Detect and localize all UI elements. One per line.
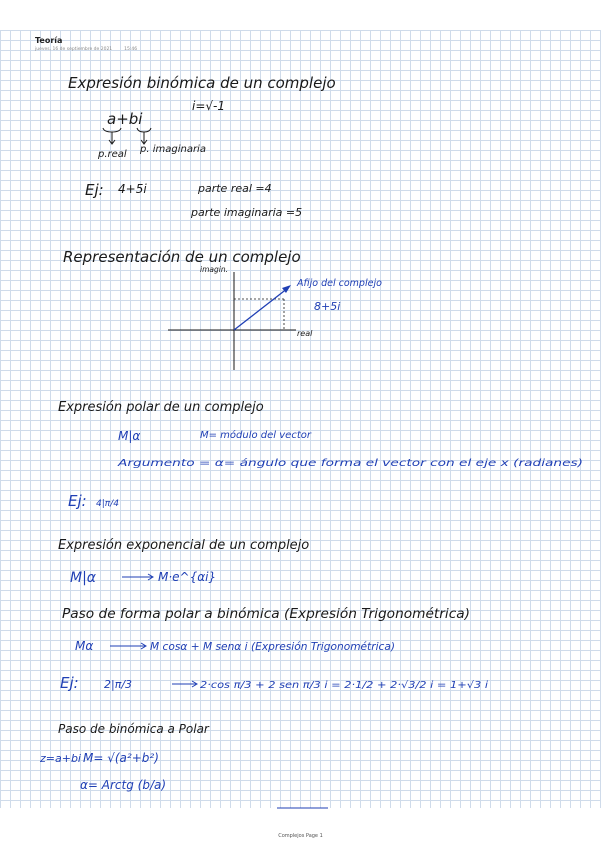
section-binomial-to-polar-title: Paso de binómica a Polar [58, 722, 209, 736]
exponential-arrow [122, 574, 153, 580]
binomial-form: a+bi [107, 110, 143, 128]
section-polar-to-binomial-title: Paso de forma polar a binómica (Expresión Trigonométrica) [62, 607, 470, 622]
imaginary-axis-label: imagin. [200, 265, 228, 274]
afijo-value: 8+5i [314, 300, 341, 313]
example1-imag-part: parte imaginaria =5 [191, 206, 303, 219]
section-polar-title: Expresión polar de un complejo [58, 400, 264, 415]
imaginary-unit-definition: i=√-1 [192, 99, 225, 113]
example3-left: 2|π/3 [104, 678, 133, 691]
section-exponential-title: Expresión exponencial de un complejo [58, 538, 310, 553]
modulus-definition: M= módulo del vector [200, 430, 311, 441]
real-part-label: p.real [98, 149, 127, 160]
exponential-right: M·e^{αi} [158, 570, 217, 584]
trig-left: Mα [75, 639, 94, 653]
example3-arrow [172, 681, 197, 687]
polar-form: M|α [118, 429, 141, 443]
section-binomial-title: Expresión binómica de un complejo [68, 74, 336, 92]
argument-definition: Argumento = α= ángulo que forma el vector con el eje x (radianes) [118, 458, 458, 469]
page-title: Teoría [35, 36, 63, 45]
example1-label: Ej: [85, 181, 104, 199]
example3-label: Ej: [60, 674, 79, 692]
imag-part-label: p. imaginaria [140, 144, 206, 155]
example2-value: 4|π/4 [96, 499, 119, 509]
page-footer: Complejos Page 1 [278, 833, 323, 839]
example1-real-part: parte real =4 [198, 182, 272, 195]
example3-right: 2·cos π/3 + 2 sen π/3 i = 2·1/2 + 2·√3/2 i = 1+√3 i [200, 680, 489, 691]
section-representation-title: Representación de un complejo [63, 248, 301, 266]
trig-arrow [110, 643, 146, 649]
z-definition: z=a+bi [40, 752, 81, 765]
complex-plane-diagram [168, 265, 382, 370]
imag-part-bracket [137, 128, 151, 144]
trig-right: M cosα + M senα i (Expresión Trigonométrica) [150, 641, 395, 653]
date-text: jueves, 16 de septiembre de 2021 [35, 47, 113, 52]
modulus-formula: M= √(a²+b²) [83, 751, 159, 765]
exponential-left: M|α [70, 570, 97, 586]
real-axis-label: real [297, 329, 313, 338]
example2-label: Ej: [68, 492, 87, 510]
argument-formula: α= Arctg (b/a) [80, 778, 167, 792]
example1-value: 4+5i [118, 182, 147, 196]
real-part-bracket [103, 128, 121, 144]
afijo-label: Afijo del complejo [297, 278, 382, 289]
complex-vector [234, 288, 288, 330]
time-text: 15:46 [124, 47, 138, 52]
